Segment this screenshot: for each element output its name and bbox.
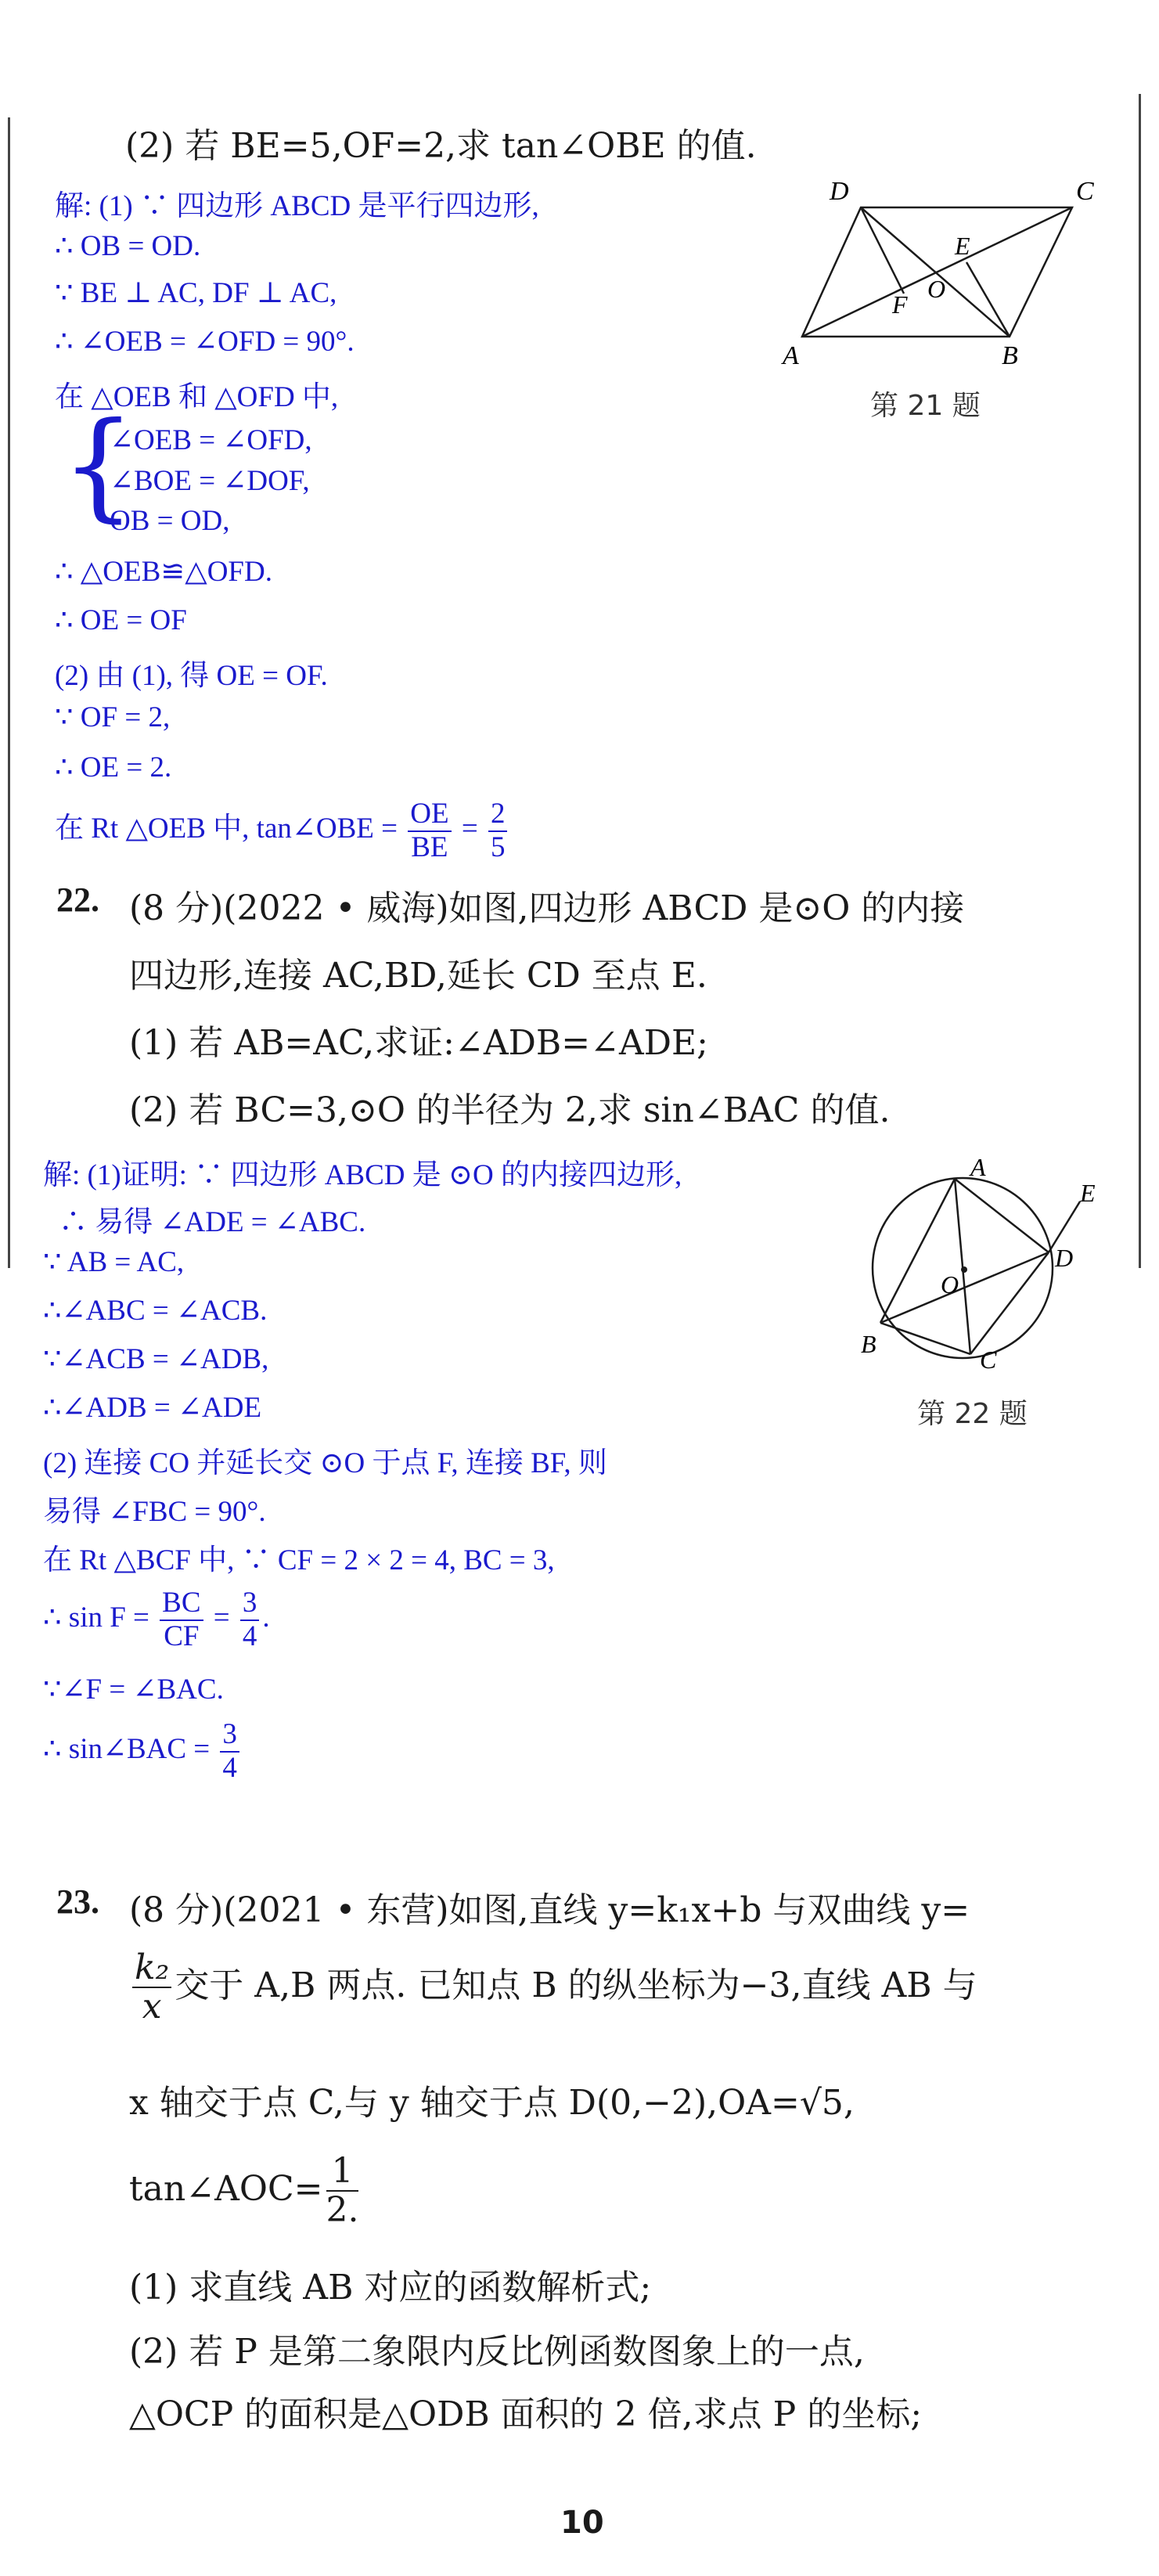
q22-line-1: (8 分)(2022 • 威海)如图,四边形 ABCD 是⊙O 的内接 (129, 888, 965, 928)
q23-line-4-text: tan∠AOC= (129, 2168, 323, 2209)
sol21-line-13: ∴ OE = 2. (55, 751, 172, 784)
fraction-denominator: 2. (326, 2190, 359, 2231)
label-A: A (970, 1153, 986, 1181)
sol21-line-3: ∵ BE ⊥ AC, DF ⊥ AC, (55, 277, 337, 309)
fraction-3-4 (240, 1587, 260, 1652)
q22-line-3: (1) 若 AB=AC,求证:∠ADB=∠ADE; (129, 1023, 708, 1063)
label-O: O (941, 1270, 959, 1299)
q23-line-7: △OCP 的面积是△ODB 面积的 2 倍,求点 P 的坐标; (129, 2394, 923, 2434)
sol21-line-11: (2) 由 (1), 得 OE = OF. (55, 660, 328, 692)
sol22-line-10-text: ∴ sin F = (43, 1601, 149, 1634)
fraction-numerator: 2 (488, 798, 508, 832)
sol22-line-3: ∵ AB = AC, (43, 1246, 185, 1278)
fraction-bc-cf (160, 1587, 203, 1652)
label-C: C (1076, 177, 1094, 206)
q23-line-6: (2) 若 P 是第二象限内反比例函数图象上的一点, (129, 2332, 865, 2372)
fraction-3-4-final (220, 1719, 239, 1784)
fraction-numerator: OE (408, 798, 451, 832)
q23-line-2-text: 交于 A,B 两点. 已知点 B 的纵坐标为−3,直线 AB 与 (175, 1965, 977, 2005)
label-D: D (1055, 1244, 1074, 1272)
sol21-line-12: ∵ OF = 2, (55, 701, 171, 733)
sol22-line-12-text: ∴ sin∠BAC = (43, 1733, 211, 1766)
system-brace: { (61, 398, 136, 534)
sol21-line-6: ∠OEB = ∠OFD, (110, 424, 312, 456)
sol21-line-1: 解: (1) ∵ 四边形 ABCD 是平行四边形, (55, 190, 539, 222)
q23-line-1: (8 分)(2021 • 东营)如图,直线 y=k₁x+b 与双曲线 y= (129, 1890, 970, 1930)
q23-number: 23. (56, 1882, 99, 1921)
sol22-line-12 (43, 1719, 243, 1784)
fraction-2-5 (488, 798, 508, 863)
label-B: B (861, 1330, 876, 1358)
q22-number: 22. (56, 881, 99, 919)
fraction-denominator: 5 (490, 830, 506, 863)
fraction-numerator: BC (160, 1587, 203, 1621)
figure-21-caption: 第 21 题 (870, 390, 981, 422)
sol22-line-11: ∵∠F = ∠BAC. (43, 1673, 224, 1706)
sol22-line-9: 在 Rt △BCF 中, ∵ CF = 2 × 2 = 4, BC = 3, (43, 1544, 555, 1576)
label-F: F (892, 290, 908, 319)
sol21-line-7: ∠BOE = ∠DOF, (110, 465, 310, 497)
fraction-oe-be (408, 798, 451, 863)
sol21-line-9: ∴ △OEB≌△OFD. (55, 556, 272, 588)
sol22-line-5: ∵∠ACB = ∠ADB, (43, 1343, 269, 1375)
fraction-numerator: 1 (326, 2153, 359, 2192)
sol22-line-7: (2) 连接 CO 并延长交 ⊙O 于点 F, 连接 BF, 则 (43, 1447, 607, 1479)
label-A: A (783, 341, 799, 370)
label-E: E (955, 232, 970, 260)
sol22-line-1: 解: (1)证明: ∵ 四边形 ABCD 是 ⊙O 的内接四边形, (43, 1159, 682, 1191)
left-margin-rule (8, 117, 10, 1268)
fraction-denominator: 4 (222, 1751, 237, 1784)
label-C: C (980, 1346, 997, 1374)
fraction-numerator: 3 (240, 1587, 260, 1621)
label-E: E (1080, 1179, 1096, 1207)
sol22-line-2: ∴ 易得 ∠ADE = ∠ABC. (59, 1206, 366, 1238)
sol22-line-6: ∴∠ADB = ∠ADE (43, 1392, 262, 1424)
sol21-line-5: 在 △OEB 和 △OFD 中, (55, 381, 339, 413)
sol21-line-2: ∴ OB = OD. (55, 230, 201, 262)
figure-21 (783, 176, 1111, 380)
q22-line-4: (2) 若 BC=3,⊙O 的半径为 2,求 sin∠BAC 的值. (129, 1090, 891, 1130)
fraction-numerator: 3 (220, 1719, 239, 1753)
sol22-line-8: 易得 ∠FBC = 90°. (43, 1496, 266, 1528)
sol21-line-14: 在 Rt △OEB 中, tan∠OBE = $\frac{OE}{BE}$ = $\frac{2}{5}$ (55, 798, 510, 863)
label-D: D (830, 177, 849, 206)
sol21-line-8: OB = OD, (110, 505, 230, 537)
fraction-denominator: x (142, 1987, 162, 2027)
fraction-denominator: BE (411, 830, 448, 863)
sol22-line-4: ∴∠ABC = ∠ACB. (43, 1295, 268, 1327)
sol21-line-14-text: 在 Rt △OEB 中, tan∠OBE = (55, 812, 398, 845)
fraction-numerator: k₂ (132, 1949, 171, 1988)
q23-line-2 (129, 1949, 977, 2027)
q23-line-3: x 轴交于点 C,与 y 轴交于点 D(0,−2),OA=√5, (129, 2083, 855, 2123)
label-O: O (927, 275, 946, 303)
fraction-denominator: 4 (242, 1619, 257, 1652)
right-margin-rule (1139, 94, 1141, 1268)
q23-line-5: (1) 求直线 AB 对应的函数解析式; (129, 2268, 652, 2308)
fraction-denominator: CF (164, 1619, 200, 1652)
figure-22 (853, 1153, 1111, 1374)
fraction-k2-x (132, 1949, 171, 2027)
sol21-line-4: ∴ ∠OEB = ∠OFD = 90°. (55, 326, 355, 358)
page-number: 10 (560, 2505, 604, 2541)
q23-line-4 (129, 2153, 362, 2230)
fraction-1-2 (326, 2153, 359, 2230)
label-B: B (1002, 341, 1018, 370)
sol21-line-10: ∴ OE = OF (55, 604, 187, 636)
figure-22-caption: 第 22 题 (917, 1398, 1028, 1430)
q22-line-2: 四边形,连接 AC,BD,延长 CD 至点 E. (129, 956, 707, 996)
sol22-line-10: ∴ sin F = $\frac{BC}{CF}$ = $\frac{3}{4}$ . (43, 1587, 270, 1652)
q21-part2: (2) 若 BE=5,OF=2,求 tan∠OBE 的值. (125, 126, 757, 166)
